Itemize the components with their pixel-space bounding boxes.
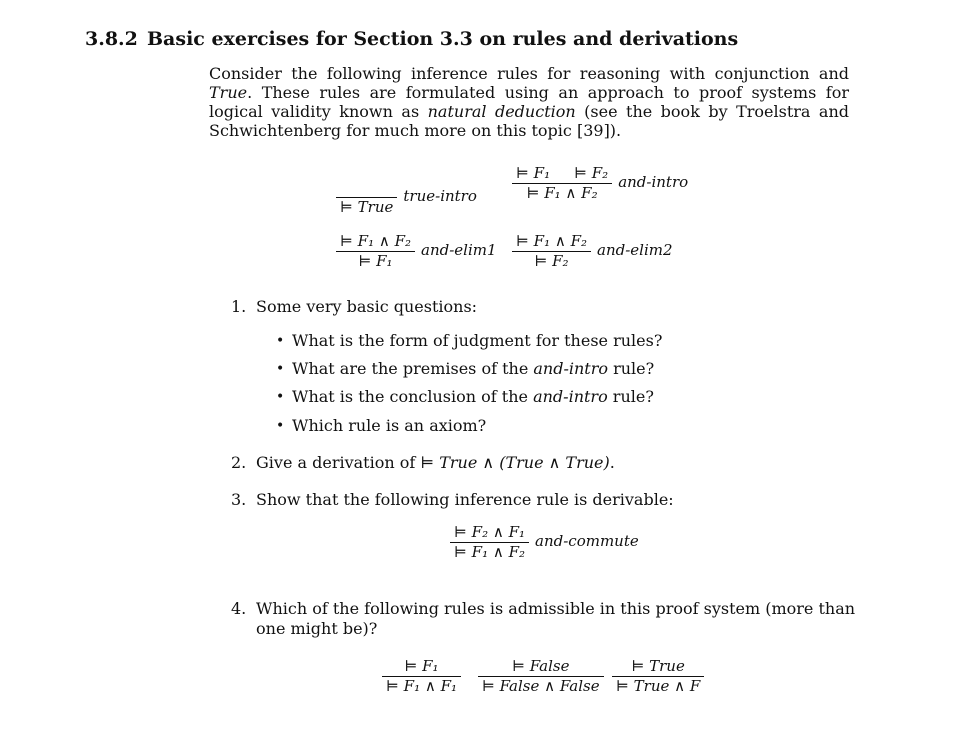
rule-fraction — [512, 164, 612, 203]
candidate-rule-3 — [612, 657, 704, 696]
rule-premise: ⊨ F₁ ∧ F₂ — [516, 232, 588, 250]
rule-fraction — [450, 523, 529, 562]
rule-premise: ⊨ F₁ — [404, 657, 439, 675]
exercise-text: one might be)? — [256, 619, 378, 638]
rule-fraction — [336, 178, 397, 217]
bullet-item: What is the form of judgment for these rules? — [292, 331, 663, 350]
candidate-rule-2 — [478, 657, 604, 696]
bullet-item: Which rule is an axiom? — [292, 416, 487, 435]
bullet-icon: • — [276, 333, 285, 349]
rule-conclusion: ⊨ F₂ — [534, 252, 569, 270]
intro-natural-deduction: natural deduction — [427, 102, 576, 121]
rule-name: and-elim2 — [597, 240, 673, 259]
candidate-rule-1 — [382, 657, 461, 696]
rule-fraction — [612, 657, 704, 696]
rule-premise: ⊨ F₂ ∧ F₁ — [454, 523, 526, 541]
section-title: Basic exercises for Section 3.3 on rules and derivations — [147, 28, 739, 50]
exercise-text: Give a derivation of ⊨ True ∧ (True ∧ True). — [256, 453, 615, 472]
bullet-icon: • — [276, 361, 285, 377]
rule-conclusion: ⊨ F₁ ∧ F₂ — [526, 184, 598, 202]
rule-fraction — [478, 657, 604, 696]
bullet-icon: • — [276, 389, 285, 405]
bullet-icon: • — [276, 418, 285, 434]
rule-name: and-intro — [618, 172, 689, 191]
rule-and-elim2 — [512, 232, 673, 271]
rule-conclusion: ⊨ F₁ — [358, 252, 393, 270]
bullet-item: What is the conclusion of the and-intro rule? — [292, 387, 654, 406]
rule-fraction — [382, 657, 461, 696]
bullet-item: What are the premises of the and-intro rule? — [292, 359, 655, 378]
intro-paragraph — [209, 64, 849, 140]
rule-premise: ⊨ F₁ ∧ F₂ — [340, 232, 412, 250]
rule-name: and-commute — [535, 531, 639, 550]
intro-text: Consider the following inference rules for reasoning with conjunction and — [209, 64, 849, 83]
rule-name: true-intro — [403, 186, 477, 205]
rule-true-intro — [336, 178, 477, 217]
rule-conclusion: ⊨ True — [340, 198, 394, 216]
rule-conclusion: ⊨ F₁ ∧ F₂ — [454, 543, 526, 561]
rule-name: and-elim1 — [421, 240, 497, 259]
section-number: 3.8.2 — [85, 28, 138, 50]
exercise-text: Some very basic questions: — [256, 297, 478, 316]
rule-premise: ⊨ F₂ — [574, 164, 609, 182]
exercise-number: 4. — [231, 599, 247, 618]
exercise-text: Which of the following rules is admissible in this proof system (more than — [256, 599, 856, 618]
exercise-text: Show that the following inference rule is derivable: — [256, 490, 674, 509]
exercise-number: 1. — [231, 297, 247, 316]
intro-text: (see the book by Troelstra and Schwichtenberg for much more on this topic [39]). — [209, 102, 850, 140]
rule-and-elim1 — [336, 232, 497, 271]
rule-and-commute — [450, 523, 639, 562]
rule-conclusion: ⊨ False ∧ False — [482, 677, 600, 695]
rule-conclusion: ⊨ True ∧ F — [616, 677, 701, 695]
intro-text: . These rules are formulated using an approach to proof systems for logical validity known as — [209, 83, 849, 121]
exercise-number: 3. — [231, 490, 247, 509]
rule-premise: ⊨ F₁ — [516, 164, 551, 182]
rule-conclusion: ⊨ F₁ ∧ F₁ — [386, 677, 458, 695]
rule-premise: ⊨ False — [512, 657, 570, 675]
rule-fraction — [336, 232, 415, 271]
rule-premise: ⊨ True — [631, 657, 685, 675]
rule-fraction — [512, 232, 591, 271]
rule-and-intro — [512, 164, 688, 203]
intro-true: True — [209, 83, 248, 102]
exercise-number: 2. — [231, 453, 247, 472]
